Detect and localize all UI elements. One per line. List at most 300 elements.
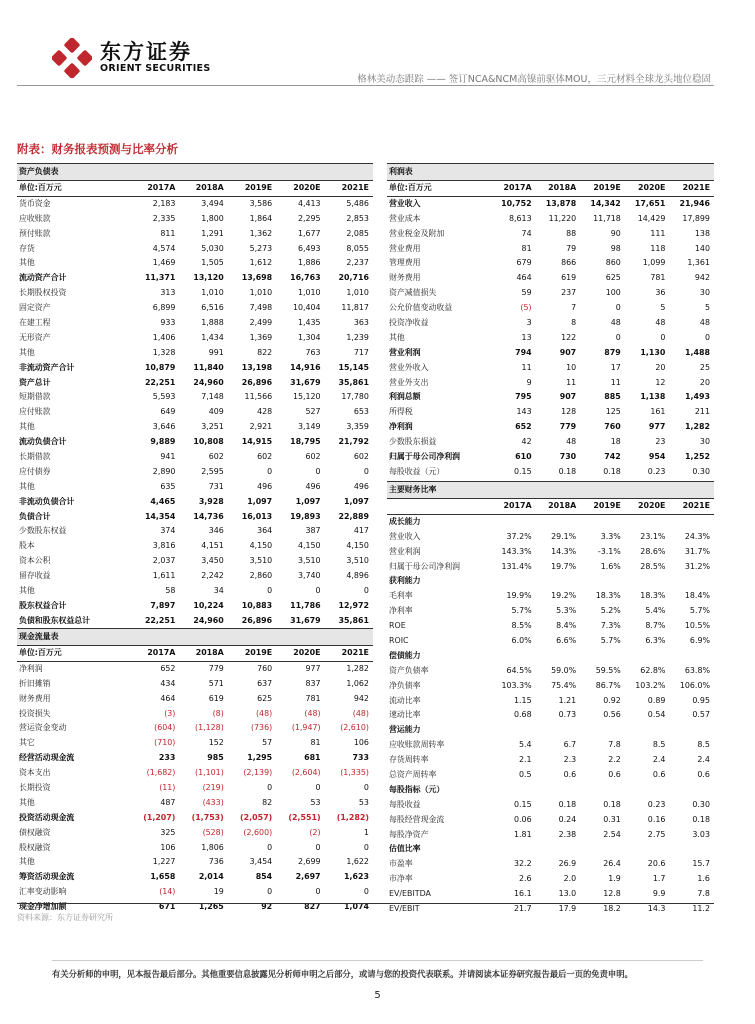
row-label: 市盈率 xyxy=(389,859,413,869)
cell-value: 82 xyxy=(262,797,273,807)
cell-value: 143.3% xyxy=(501,546,532,556)
cell-value: 985 xyxy=(207,753,224,763)
cell-value: 1,304 xyxy=(297,332,321,342)
cell-value: 346 xyxy=(208,526,224,536)
table-row xyxy=(17,465,373,480)
cell-value: 23 xyxy=(655,437,666,447)
cell-value: 0.18 xyxy=(603,466,621,476)
cell-value: 3,816 xyxy=(152,541,176,551)
cell-value: 1,265 xyxy=(198,902,224,912)
cell-value: 1,010 xyxy=(297,288,321,298)
cell-value: 11 xyxy=(566,377,577,387)
cell-value: 2020E xyxy=(638,501,666,510)
cell-value: 1,099 xyxy=(642,258,666,268)
table-row xyxy=(17,390,373,405)
cell-value: 31.7% xyxy=(684,546,710,556)
table-row xyxy=(17,524,373,539)
cell-value: 17 xyxy=(610,362,621,372)
cell-value: 2,085 xyxy=(346,228,369,238)
cell-value xyxy=(576,574,621,589)
cell-value: 3,510 xyxy=(297,556,321,566)
table-row xyxy=(387,515,714,530)
table-row xyxy=(17,781,373,796)
cell-value: 409 xyxy=(208,407,224,417)
cell-value: 602 xyxy=(353,452,369,462)
cell-value: 671 xyxy=(158,902,176,912)
cell-value: (219) xyxy=(202,783,224,793)
table-row xyxy=(17,736,373,751)
cell-value: 15,145 xyxy=(338,362,369,372)
cell-value: 13,878 xyxy=(545,198,577,208)
table-row xyxy=(17,662,373,677)
table-row xyxy=(387,465,714,480)
table-row xyxy=(17,677,373,692)
cell-value: 2,921 xyxy=(249,422,273,432)
cell-value xyxy=(487,783,532,798)
cell-value: 2,699 xyxy=(297,857,321,867)
cell-value: 2,697 xyxy=(295,872,321,882)
cell-value: (48) xyxy=(255,708,273,718)
row-label: 长期投资 xyxy=(19,783,51,793)
cell-value: (1,947) xyxy=(291,723,321,733)
cell-value: 781 xyxy=(305,693,321,703)
cell-value: 20.6 xyxy=(647,859,666,869)
row-label: 汇率变动影响 xyxy=(19,887,67,897)
cell-value: 8.7% xyxy=(645,621,666,631)
table-header-row xyxy=(17,646,373,662)
row-label: 单位:百万元 xyxy=(389,183,432,192)
cell-value: 860 xyxy=(605,258,621,268)
cell-value: 30 xyxy=(699,288,710,298)
row-label: 估值比率 xyxy=(389,844,421,854)
cell-value: 36 xyxy=(655,288,666,298)
cell-value: 854 xyxy=(255,872,273,882)
cell-value: 98 xyxy=(610,243,621,253)
cell-value: 5.4% xyxy=(645,606,666,616)
cell-value: (48) xyxy=(352,708,369,718)
row-label: 速动比率 xyxy=(389,710,421,720)
cell-value: 18.3% xyxy=(595,591,621,601)
cell-value: 118 xyxy=(650,243,666,253)
table-row xyxy=(387,813,714,828)
cell-value: 717 xyxy=(353,347,369,357)
cell-value: 5.7% xyxy=(511,606,532,616)
cell-value: 48 xyxy=(566,437,577,447)
table-row xyxy=(387,679,714,694)
cell-value: 2017A xyxy=(147,648,176,657)
cell-value: 11 xyxy=(610,377,621,387)
table-row xyxy=(17,480,373,495)
cell-value: 496 xyxy=(305,481,321,491)
row-label: 净利润 xyxy=(389,422,413,432)
row-label: 营业外收入 xyxy=(389,362,429,372)
table-row xyxy=(17,707,373,722)
row-label: EV/EBIT xyxy=(389,904,420,914)
cell-value: 2,295 xyxy=(297,213,321,223)
row-label: 资产总计 xyxy=(19,377,51,387)
row-label: 长期借款 xyxy=(19,452,51,462)
cell-value: 24,960 xyxy=(193,377,224,387)
cell-value: 464 xyxy=(516,273,532,283)
cell-value: 571 xyxy=(208,678,224,688)
cell-value: 0 xyxy=(363,586,369,596)
row-label: 净利润 xyxy=(19,663,43,673)
cell-value: 100 xyxy=(605,288,621,298)
cell-value: 28.5% xyxy=(640,561,666,571)
cell-value: 5,273 xyxy=(249,243,273,253)
cell-value: 417 xyxy=(353,526,369,536)
cell-value: 0.18 xyxy=(558,799,577,809)
cell-value: 602 xyxy=(257,452,273,462)
cell-value: 26.4 xyxy=(603,859,621,869)
row-label: 在建工程 xyxy=(19,318,51,328)
cell-value: 14.3% xyxy=(551,546,577,556)
table-row xyxy=(387,634,714,649)
cell-value: 23.1% xyxy=(640,531,666,541)
cell-value: 6.7 xyxy=(563,740,577,750)
table-row xyxy=(387,256,714,271)
cell-value: 0.06 xyxy=(514,814,532,824)
cell-value: 32.2 xyxy=(514,859,532,869)
cell-value xyxy=(621,842,666,857)
cell-value: 619 xyxy=(561,273,577,283)
cell-value: 26.9 xyxy=(558,859,577,869)
cell-value: 0.15 xyxy=(514,466,532,476)
cell-value: 0.30 xyxy=(692,799,710,809)
cell-value: 5,030 xyxy=(201,243,224,253)
cell-value: 827 xyxy=(304,902,321,912)
cell-value: 2020E xyxy=(293,648,321,657)
cell-value: (5) xyxy=(520,303,532,313)
row-label: EV/EBITDA xyxy=(389,889,431,899)
cell-value: 1,239 xyxy=(346,332,369,342)
row-label: 净负债率 xyxy=(389,680,421,690)
cell-value: 3,149 xyxy=(297,422,321,432)
cell-value: 5.3% xyxy=(556,606,577,616)
row-label: 短期借款 xyxy=(19,392,51,402)
cell-value: 161 xyxy=(650,407,666,417)
cell-value: 11,371 xyxy=(144,273,176,283)
cell-value: 731 xyxy=(208,481,224,491)
row-label: 单位:百万元 xyxy=(19,183,62,192)
cell-value: 53 xyxy=(358,797,369,807)
cell-value: 837 xyxy=(305,678,321,688)
row-label: ROIC xyxy=(389,636,409,646)
cell-value: 387 xyxy=(305,526,321,536)
row-label: 投资活动现金流 xyxy=(19,812,75,822)
cell-value: 37.2% xyxy=(506,531,532,541)
cell-value: 649 xyxy=(160,407,176,417)
table-row xyxy=(17,495,373,510)
cell-value: 74 xyxy=(521,228,532,238)
cell-value: 5.7% xyxy=(600,636,621,646)
table-row xyxy=(17,584,373,599)
cell-value: 21.7 xyxy=(514,904,532,914)
cell-value: -3.1% xyxy=(597,546,621,556)
cell-value: 619 xyxy=(208,693,224,703)
cell-value: (1,282) xyxy=(336,812,369,822)
table-row xyxy=(17,346,373,361)
cell-value: 0.23 xyxy=(647,466,666,476)
cell-value: 81 xyxy=(521,243,532,253)
cell-value: 7.8 xyxy=(608,740,621,750)
cell-value: 34 xyxy=(213,586,224,596)
row-label: 每股净资产 xyxy=(389,829,429,839)
cell-value: 635 xyxy=(160,481,176,491)
row-label: 股本 xyxy=(19,541,35,551)
table-row xyxy=(387,589,714,604)
cell-value: 8.5 xyxy=(697,740,710,750)
table-row xyxy=(387,271,714,286)
cell-value: 1.21 xyxy=(558,695,577,705)
cell-value: 3,359 xyxy=(346,422,369,432)
cell-value: 2,237 xyxy=(346,258,369,268)
row-label: 存货周转率 xyxy=(389,755,429,765)
row-label: 营运能力 xyxy=(389,725,421,735)
row-label: 少数股东权益 xyxy=(19,526,67,536)
cell-value: 1,493 xyxy=(685,392,710,402)
table-row xyxy=(17,212,373,227)
income-statement-table xyxy=(387,163,714,480)
cell-value: 2,335 xyxy=(152,213,176,223)
row-label: 少数股东损益 xyxy=(389,437,437,447)
row-label: 管理费用 xyxy=(389,258,421,268)
cell-value: 779 xyxy=(208,663,224,673)
cell-value: 0 xyxy=(363,842,369,852)
table-row xyxy=(17,721,373,736)
table-header-row xyxy=(387,181,714,197)
cell-value: (2,600) xyxy=(243,827,273,837)
cell-value: 5.2% xyxy=(600,606,621,616)
cell-value: 1,282 xyxy=(685,422,710,432)
cell-value xyxy=(532,574,577,589)
cell-value: 2019E xyxy=(244,183,273,192)
cell-value xyxy=(621,515,666,530)
row-label: 市净率 xyxy=(389,874,413,884)
row-label: 存货 xyxy=(19,243,35,253)
cell-value: 1,010 xyxy=(346,288,369,298)
cell-value: 35,861 xyxy=(338,615,369,625)
cell-value: 0.6 xyxy=(563,770,577,780)
table-row xyxy=(17,751,373,766)
table-row xyxy=(17,301,373,316)
table-section-title: 主要财务比率 xyxy=(387,481,714,499)
cell-value xyxy=(665,515,710,530)
cell-value: 2,037 xyxy=(152,556,176,566)
cell-value: 0.92 xyxy=(603,695,621,705)
cell-value xyxy=(621,783,666,798)
cell-value: 2019E xyxy=(244,648,273,657)
cell-value: 16.1 xyxy=(514,889,532,899)
cell-value: 2019E xyxy=(593,183,621,192)
cell-value: 18.3% xyxy=(640,591,666,601)
cell-value: 11,840 xyxy=(193,362,224,372)
row-label: 流动比率 xyxy=(389,695,421,705)
cell-value: (433) xyxy=(202,797,224,807)
row-label: 公允价值变动收益 xyxy=(389,303,453,313)
cell-value: 11,786 xyxy=(290,600,321,610)
cell-value: 954 xyxy=(648,452,666,462)
cell-value xyxy=(665,783,710,798)
cell-value: 1,622 xyxy=(346,857,369,867)
table-row xyxy=(17,841,373,856)
table-row xyxy=(17,227,373,242)
cell-value: 1,252 xyxy=(685,452,710,462)
table-row xyxy=(17,376,373,391)
cell-value: 2018A xyxy=(195,648,224,657)
row-label: 债权融资 xyxy=(19,827,51,837)
table-row xyxy=(387,902,714,917)
cell-value: 9.9 xyxy=(652,889,666,899)
cell-value: 5.7% xyxy=(689,606,710,616)
cell-value: 13.0 xyxy=(558,889,577,899)
cell-value: 0 xyxy=(267,466,273,476)
cell-value: 0 xyxy=(315,586,321,596)
cell-value: 3,251 xyxy=(201,422,224,432)
table-row xyxy=(17,197,373,212)
row-label: 流动资产合计 xyxy=(19,273,67,283)
cell-value xyxy=(665,649,710,664)
cell-value: (1,335) xyxy=(340,768,369,778)
cell-value: 822 xyxy=(257,347,273,357)
table-row xyxy=(387,212,714,227)
row-label: 应付债券 xyxy=(19,466,51,476)
cell-value: 1,806 xyxy=(201,842,224,852)
cell-value: 17,651 xyxy=(634,198,666,208)
cell-value: 10,404 xyxy=(292,303,321,313)
cell-value: 760 xyxy=(257,663,273,673)
table-row xyxy=(17,450,373,465)
cell-value: 64.5% xyxy=(506,665,532,675)
table-row xyxy=(17,811,373,826)
cell-value: 14,916 xyxy=(290,362,321,372)
row-label: 货币资金 xyxy=(19,198,51,208)
cell-value: 1,406 xyxy=(152,332,176,342)
cell-value: (14) xyxy=(159,887,176,897)
cell-value: 21,946 xyxy=(679,198,710,208)
row-label: 筹资活动现金流 xyxy=(19,872,75,882)
table-row xyxy=(17,614,373,629)
cell-value: 13,198 xyxy=(241,362,273,372)
table-row xyxy=(387,242,714,257)
cell-value: 2020E xyxy=(293,183,321,192)
cell-value: 3,646 xyxy=(152,422,176,432)
cell-value: 2,014 xyxy=(198,872,224,882)
row-label: 应收账款 xyxy=(19,213,51,223)
table-section-title: 现金流量表 xyxy=(17,628,373,646)
cell-value: 0 xyxy=(704,332,710,342)
cell-value: 730 xyxy=(559,452,577,462)
cell-value: 6.0% xyxy=(511,636,532,646)
cell-value: 653 xyxy=(353,407,369,417)
cell-value xyxy=(487,574,532,589)
cell-value xyxy=(487,842,532,857)
table-row xyxy=(387,857,714,872)
row-label: 净利率 xyxy=(389,606,413,616)
row-label: 营业利润 xyxy=(389,347,421,357)
cell-value: 428 xyxy=(257,407,273,417)
cell-value: 0.6 xyxy=(608,770,621,780)
cell-value: 26,896 xyxy=(241,377,273,387)
cell-value: (1,682) xyxy=(146,768,176,778)
cell-value: 1,227 xyxy=(152,857,176,867)
appendix-title: 附表：财务报表预测与比率分析 xyxy=(17,142,178,156)
cell-value: 2018A xyxy=(195,183,224,192)
cell-value: 1,612 xyxy=(249,258,273,268)
cell-value: 62.8% xyxy=(640,665,666,675)
cell-value: 111 xyxy=(650,228,666,238)
cell-value: 1 xyxy=(363,827,369,837)
row-label: 投资损失 xyxy=(19,708,51,718)
cell-value: 2.54 xyxy=(603,829,621,839)
financial-ratios-table xyxy=(387,481,714,917)
cell-value xyxy=(665,574,710,589)
cell-value: 2018A xyxy=(548,501,577,510)
cell-value: 22,889 xyxy=(338,511,369,521)
table-header-row xyxy=(17,181,373,197)
company-logo xyxy=(52,38,210,78)
cell-value: 26,896 xyxy=(241,615,273,625)
table-row xyxy=(387,390,714,405)
table-row xyxy=(17,599,373,614)
cell-value: 0.5 xyxy=(519,770,532,780)
cell-value: 3 xyxy=(526,318,532,328)
cell-value: 3,450 xyxy=(201,556,224,566)
cell-value: 942 xyxy=(353,693,369,703)
cell-value: 6.9% xyxy=(689,636,710,646)
cell-value: 48 xyxy=(699,318,710,328)
cell-value: 59.5% xyxy=(595,665,621,675)
row-label: 营业外支出 xyxy=(389,377,429,387)
table-row xyxy=(387,316,714,331)
cell-value: 4,413 xyxy=(297,198,321,208)
table-row xyxy=(387,828,714,843)
cell-value: 28.6% xyxy=(640,546,666,556)
cell-value: 0.57 xyxy=(692,710,710,720)
cell-value: 0.31 xyxy=(603,814,621,824)
row-label: 资本公积 xyxy=(19,556,51,566)
cell-value: 122 xyxy=(561,332,577,342)
cell-value: 10.5% xyxy=(684,621,710,631)
table-row xyxy=(387,405,714,420)
cell-value: 152 xyxy=(208,738,224,748)
cell-value: 1,800 xyxy=(201,213,224,223)
cell-value: 86.7% xyxy=(595,680,621,690)
cell-value: 1.15 xyxy=(514,695,532,705)
cell-value: (2) xyxy=(309,827,321,837)
cell-value xyxy=(665,842,710,857)
cell-value: 977 xyxy=(305,663,321,673)
cell-value: 14,915 xyxy=(241,437,273,447)
cell-value: 0.6 xyxy=(697,770,710,780)
cell-value: 763 xyxy=(305,347,321,357)
cell-value: 1,010 xyxy=(201,288,224,298)
cell-value xyxy=(487,649,532,664)
cell-value: 0 xyxy=(267,887,273,897)
row-label: 营业成本 xyxy=(389,213,421,223)
cell-value: 3,586 xyxy=(249,198,273,208)
row-label: 其他 xyxy=(19,347,35,357)
cell-value: 25 xyxy=(699,362,710,372)
cell-value: 2.75 xyxy=(647,829,666,839)
table-row xyxy=(387,450,714,465)
cell-value: 1,295 xyxy=(247,753,273,763)
cell-value: 795 xyxy=(515,392,532,402)
cell-value: (2,610) xyxy=(340,723,369,733)
table-row xyxy=(387,619,714,634)
cell-value: 7.8 xyxy=(697,889,710,899)
cell-value: 866 xyxy=(561,258,577,268)
